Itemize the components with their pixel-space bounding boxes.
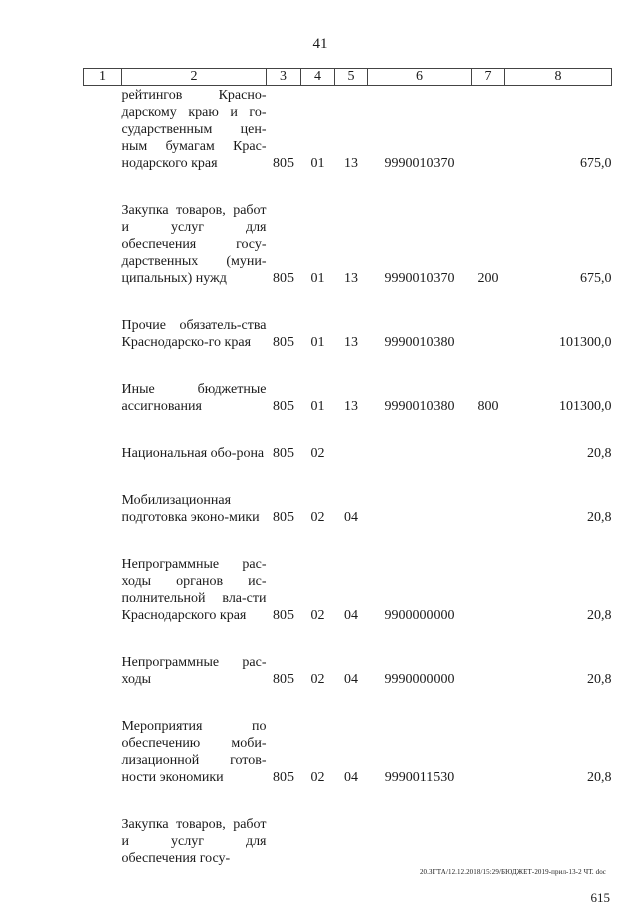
row-blank-cell [84,86,122,173]
row-expense-type [472,718,505,786]
footer-page-number: 615 [590,890,610,905]
row-amount: 20,8 [587,608,612,623]
table-row [84,718,612,786]
row-description: Закупка товаров, работ и услуг для обеспечения госу-дарственных (муни-ципальных) нужд [121,203,267,286]
row-expense-type [472,556,505,624]
row-subsection-code: 13 [344,335,358,350]
row-description: Мобилизационная подготовка эконо-мики [121,493,260,525]
row-blank-cell [84,202,122,287]
row-spacer-cell [84,287,612,317]
row-spacer-cell [84,688,612,718]
row-description: Мероприятия по обеспечению моби-лизационной готов-ности экономики [121,719,267,785]
row-target-code: 9990010370 [384,271,455,286]
row-amount: 20,8 [587,672,612,687]
row-department-code: 805 [273,608,294,623]
row-spacer [84,786,612,816]
row-target-code: 9990000000 [384,672,455,687]
row-department-code: 805 [273,446,294,461]
row-expense-type [472,86,505,173]
row-spacer-cell [84,462,612,492]
row-section-code: 02 [310,672,325,687]
row-expense-type [472,445,505,462]
table-row [84,492,612,526]
column-header: 1 [84,69,122,86]
row-department-code: 805 [273,335,294,350]
column-header: 7 [472,69,505,86]
table-row [84,86,612,173]
header-row [84,69,612,86]
row-section-code: 01 [310,156,325,171]
row-department-code: 805 [273,770,294,785]
row-description: Непрограммные рас-ходы органов ис-полнительной вла-сти Краснодарского края [121,557,267,623]
row-section-code: 01 [310,399,325,414]
row-target-code [368,492,472,526]
footer-document-path: 20.ЗГТА/12.12.2018/15:29/БЮДЖЕТ-2019-прил-13-2 ЧТ. doc [419,868,606,876]
row-amount: 675,0 [580,271,612,286]
row-section-code: 01 [310,335,325,350]
row-description: Иные бюджетные ассигнования [121,382,267,414]
row-spacer [84,526,612,556]
row-blank-cell [84,654,122,688]
column-header: 2 [122,69,267,86]
row-description: Закупка товаров, работ и услуг для обеспечения госу- [121,817,267,866]
row-subsection-code [335,816,368,867]
row-expense-type: 800 [477,399,499,414]
column-header: 8 [505,69,612,86]
table-row [84,317,612,351]
row-subsection-code: 13 [344,271,358,286]
row-spacer [84,172,612,202]
row-spacer-cell [84,351,612,381]
row-department-code: 805 [273,156,294,171]
row-spacer [84,287,612,317]
table-row [84,202,612,287]
row-subsection-code [335,445,368,462]
row-target-code: 9900000000 [384,608,455,623]
row-spacer [84,462,612,492]
row-subsection-code: 04 [344,608,358,623]
row-section-code: 02 [310,608,325,623]
table-row [84,816,612,867]
row-department-code: 805 [273,672,294,687]
row-blank-cell [84,718,122,786]
row-department-code: 805 [273,271,294,286]
row-description: Прочие обязатель-ства Краснодарско-го края [121,318,267,350]
budget-table [83,68,612,867]
row-amount: 20,8 [587,446,612,461]
row-amount [505,816,612,867]
row-description: рейтингов Красно-дарскому краю и го-сударственным цен-ным бумагам Крас-нодарского края [121,88,267,171]
table-row [84,381,612,415]
row-spacer-cell [84,624,612,654]
row-department-code: 805 [273,510,294,525]
row-spacer [84,688,612,718]
row-description: Непрограммные рас-ходы [121,655,267,687]
column-header: 6 [368,69,472,86]
row-target-code [368,445,472,462]
row-blank-cell [84,445,122,462]
table-row [84,445,612,462]
row-spacer-cell [84,786,612,816]
row-blank-cell [84,381,122,415]
row-blank-cell [84,492,122,526]
row-amount: 675,0 [580,156,612,171]
row-expense-type: 200 [477,271,499,286]
table-row [84,654,612,688]
row-expense-type [472,654,505,688]
row-target-code: 9990010370 [384,156,455,171]
row-blank-cell [84,816,122,867]
row-blank-cell [84,317,122,351]
column-header: 5 [335,69,368,86]
row-spacer-cell [84,415,612,445]
row-spacer-cell [84,172,612,202]
row-target-code: 9990011530 [384,770,455,785]
row-department-code [267,816,301,867]
column-header: 3 [267,69,301,86]
column-header: 4 [301,69,335,86]
row-department-code: 805 [273,399,294,414]
row-expense-type [472,317,505,351]
row-section-code: 02 [310,510,325,525]
page-number: 41 [312,36,328,52]
row-blank-cell [84,556,122,624]
row-section-code: 02 [310,446,325,461]
row-expense-type [472,492,505,526]
row-amount: 101300,0 [559,399,612,414]
row-amount: 20,8 [587,510,612,525]
row-subsection-code: 13 [344,156,358,171]
row-subsection-code: 04 [344,510,358,525]
row-expense-type [472,816,505,867]
row-section-code: 01 [310,271,325,286]
row-subsection-code: 13 [344,399,358,414]
row-spacer [84,351,612,381]
row-target-code: 9990010380 [384,399,455,414]
row-amount: 101300,0 [559,335,612,350]
row-target-code [368,816,472,867]
table-body [84,86,612,868]
row-spacer [84,624,612,654]
row-spacer-cell [84,526,612,556]
row-subsection-code: 04 [344,770,358,785]
table-row [84,556,612,624]
row-amount: 20,8 [587,770,612,785]
row-target-code: 9990010380 [384,335,455,350]
row-description: Национальная обо-рона [121,446,265,461]
row-spacer [84,415,612,445]
row-section-code [301,816,335,867]
row-section-code: 02 [310,770,325,785]
row-subsection-code: 04 [344,672,358,687]
